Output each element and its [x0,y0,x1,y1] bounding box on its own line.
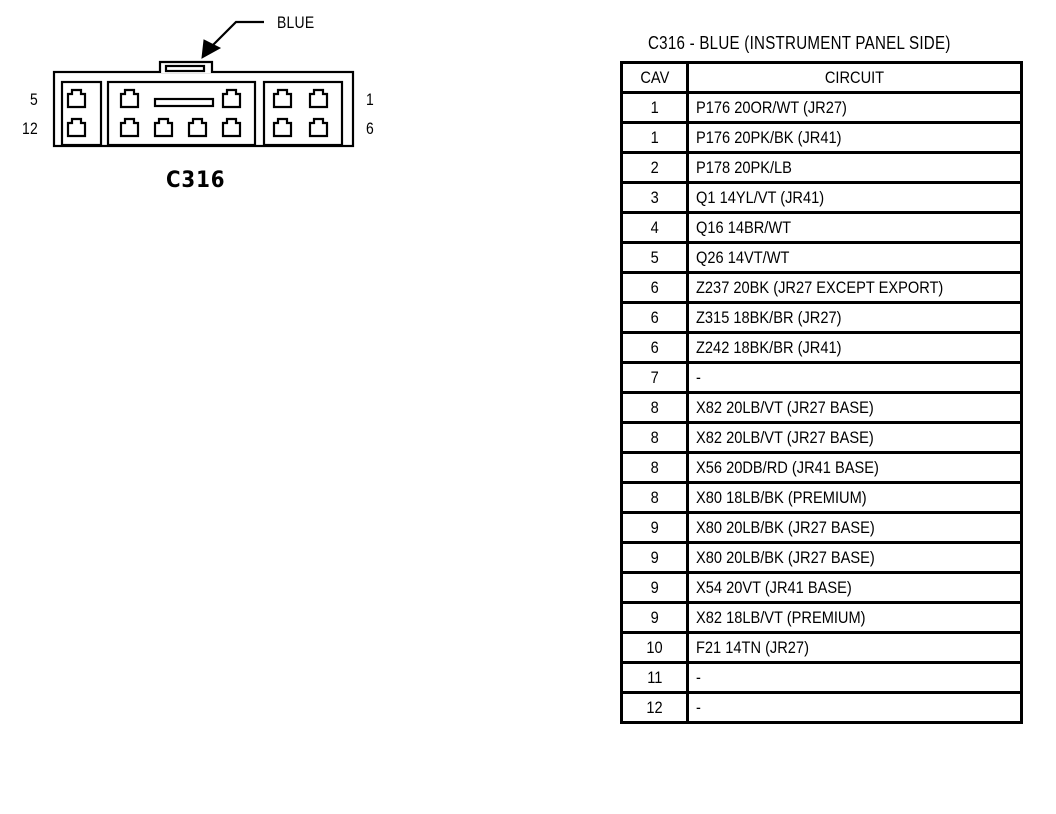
circuit-cell: - [688,693,1022,723]
circuit-cell: - [688,663,1022,693]
cavity-terminal [274,119,291,136]
table-row [622,543,1022,573]
circuit-cell: X82 20LB/VT (JR27 BASE) [688,393,1022,423]
circuit-cell: X80 20LB/BK (JR27 BASE) [688,543,1022,573]
header-cav: CAV [622,63,688,93]
circuit-cell: Q26 14VT/WT [688,243,1022,273]
table-row [622,393,1022,423]
cavity-terminal [189,119,206,136]
cavity-terminal [223,90,240,107]
cav-cell: 7 [622,363,688,393]
table-header-row [622,63,1022,93]
cav-cell: 11 [622,663,688,693]
pin-label-bottom-right: 6 [366,119,375,138]
table-row [622,663,1022,693]
table-row [622,453,1022,483]
cavity-terminals [68,90,327,136]
cavity-terminal [155,119,172,136]
pin-label-top-right: 1 [366,90,375,109]
circuit-cell: X80 18LB/BK (PREMIUM) [688,483,1022,513]
circuit-cell: P176 20PK/BK (JR41) [688,123,1022,153]
circuit-cell: P178 20PK/LB [688,153,1022,183]
table-row [622,363,1022,393]
circuit-cell: P176 20OR/WT (JR27) [688,93,1022,123]
circuit-cell: X54 20VT (JR41 BASE) [688,573,1022,603]
table-row [622,183,1022,213]
circuit-cell: - [688,363,1022,393]
cavity-terminal [223,119,240,136]
header-circuit: CIRCUIT [688,63,1022,93]
cavity-terminal [274,90,291,107]
circuit-cell: Q1 14YL/VT (JR41) [688,183,1022,213]
circuit-cell: Z237 20BK (JR27 EXCEPT EXPORT) [688,273,1022,303]
table-title: C316 - BLUE (INSTRUMENT PANEL SIDE) [648,33,951,53]
circuit-cell: F21 14TN (JR27) [688,633,1022,663]
cav-cell: 12 [622,693,688,723]
table-row [622,333,1022,363]
connector-color-label: BLUE [277,13,315,32]
cav-cell: 2 [622,153,688,183]
cav-cell: 4 [622,213,688,243]
cav-cell: 9 [622,573,688,603]
circuit-cell: Z315 18BK/BR (JR27) [688,303,1022,333]
circuit-cell: X82 18LB/VT (PREMIUM) [688,603,1022,633]
table-row [622,423,1022,453]
cavity-terminal [121,119,138,136]
cav-cell: 8 [622,453,688,483]
locking-tab [160,62,212,73]
connector-name: C316 [166,168,226,193]
circuit-cell: Z242 18BK/BR (JR41) [688,333,1022,363]
table-row [622,213,1022,243]
cav-cell: 8 [622,483,688,513]
cav-cell: 10 [622,633,688,663]
cav-cell: 5 [622,243,688,273]
table-row [622,273,1022,303]
cav-cell: 1 [622,123,688,153]
circuit-cell: X80 20LB/BK (JR27 BASE) [688,513,1022,543]
cav-cell: 9 [622,513,688,543]
circuit-cell: X82 20LB/VT (JR27 BASE) [688,423,1022,453]
table-row [622,603,1022,633]
circuit-cell: X56 20DB/RD (JR41 BASE) [688,453,1022,483]
cav-cell: 6 [622,303,688,333]
circuit-cell: Q16 14BR/WT [688,213,1022,243]
table-row [622,243,1022,273]
cav-cell: 6 [622,273,688,303]
pin-label-bottom-left: 12 [22,119,39,138]
cavity-terminal [68,90,85,107]
table-row [622,123,1022,153]
cav-cell: 3 [622,183,688,213]
cavity-terminal [121,90,138,107]
color-callout-leader [202,22,264,58]
table-row [622,153,1022,183]
center-latch-slot [155,99,213,106]
table-row [622,693,1022,723]
table-row [622,483,1022,513]
table-row [622,303,1022,333]
cavity-terminal [310,119,327,136]
cav-cell: 6 [622,333,688,363]
cav-cell: 8 [622,393,688,423]
table-row [622,93,1022,123]
table-row [622,633,1022,663]
table-row [622,513,1022,543]
table-row [622,573,1022,603]
cav-cell: 9 [622,543,688,573]
cavity-terminal [310,90,327,107]
cav-cell: 1 [622,93,688,123]
cav-cell: 9 [622,603,688,633]
cav-cell: 8 [622,423,688,453]
pin-label-top-left: 5 [30,90,39,109]
pinout-table [620,61,1023,724]
cavity-terminal [68,119,85,136]
